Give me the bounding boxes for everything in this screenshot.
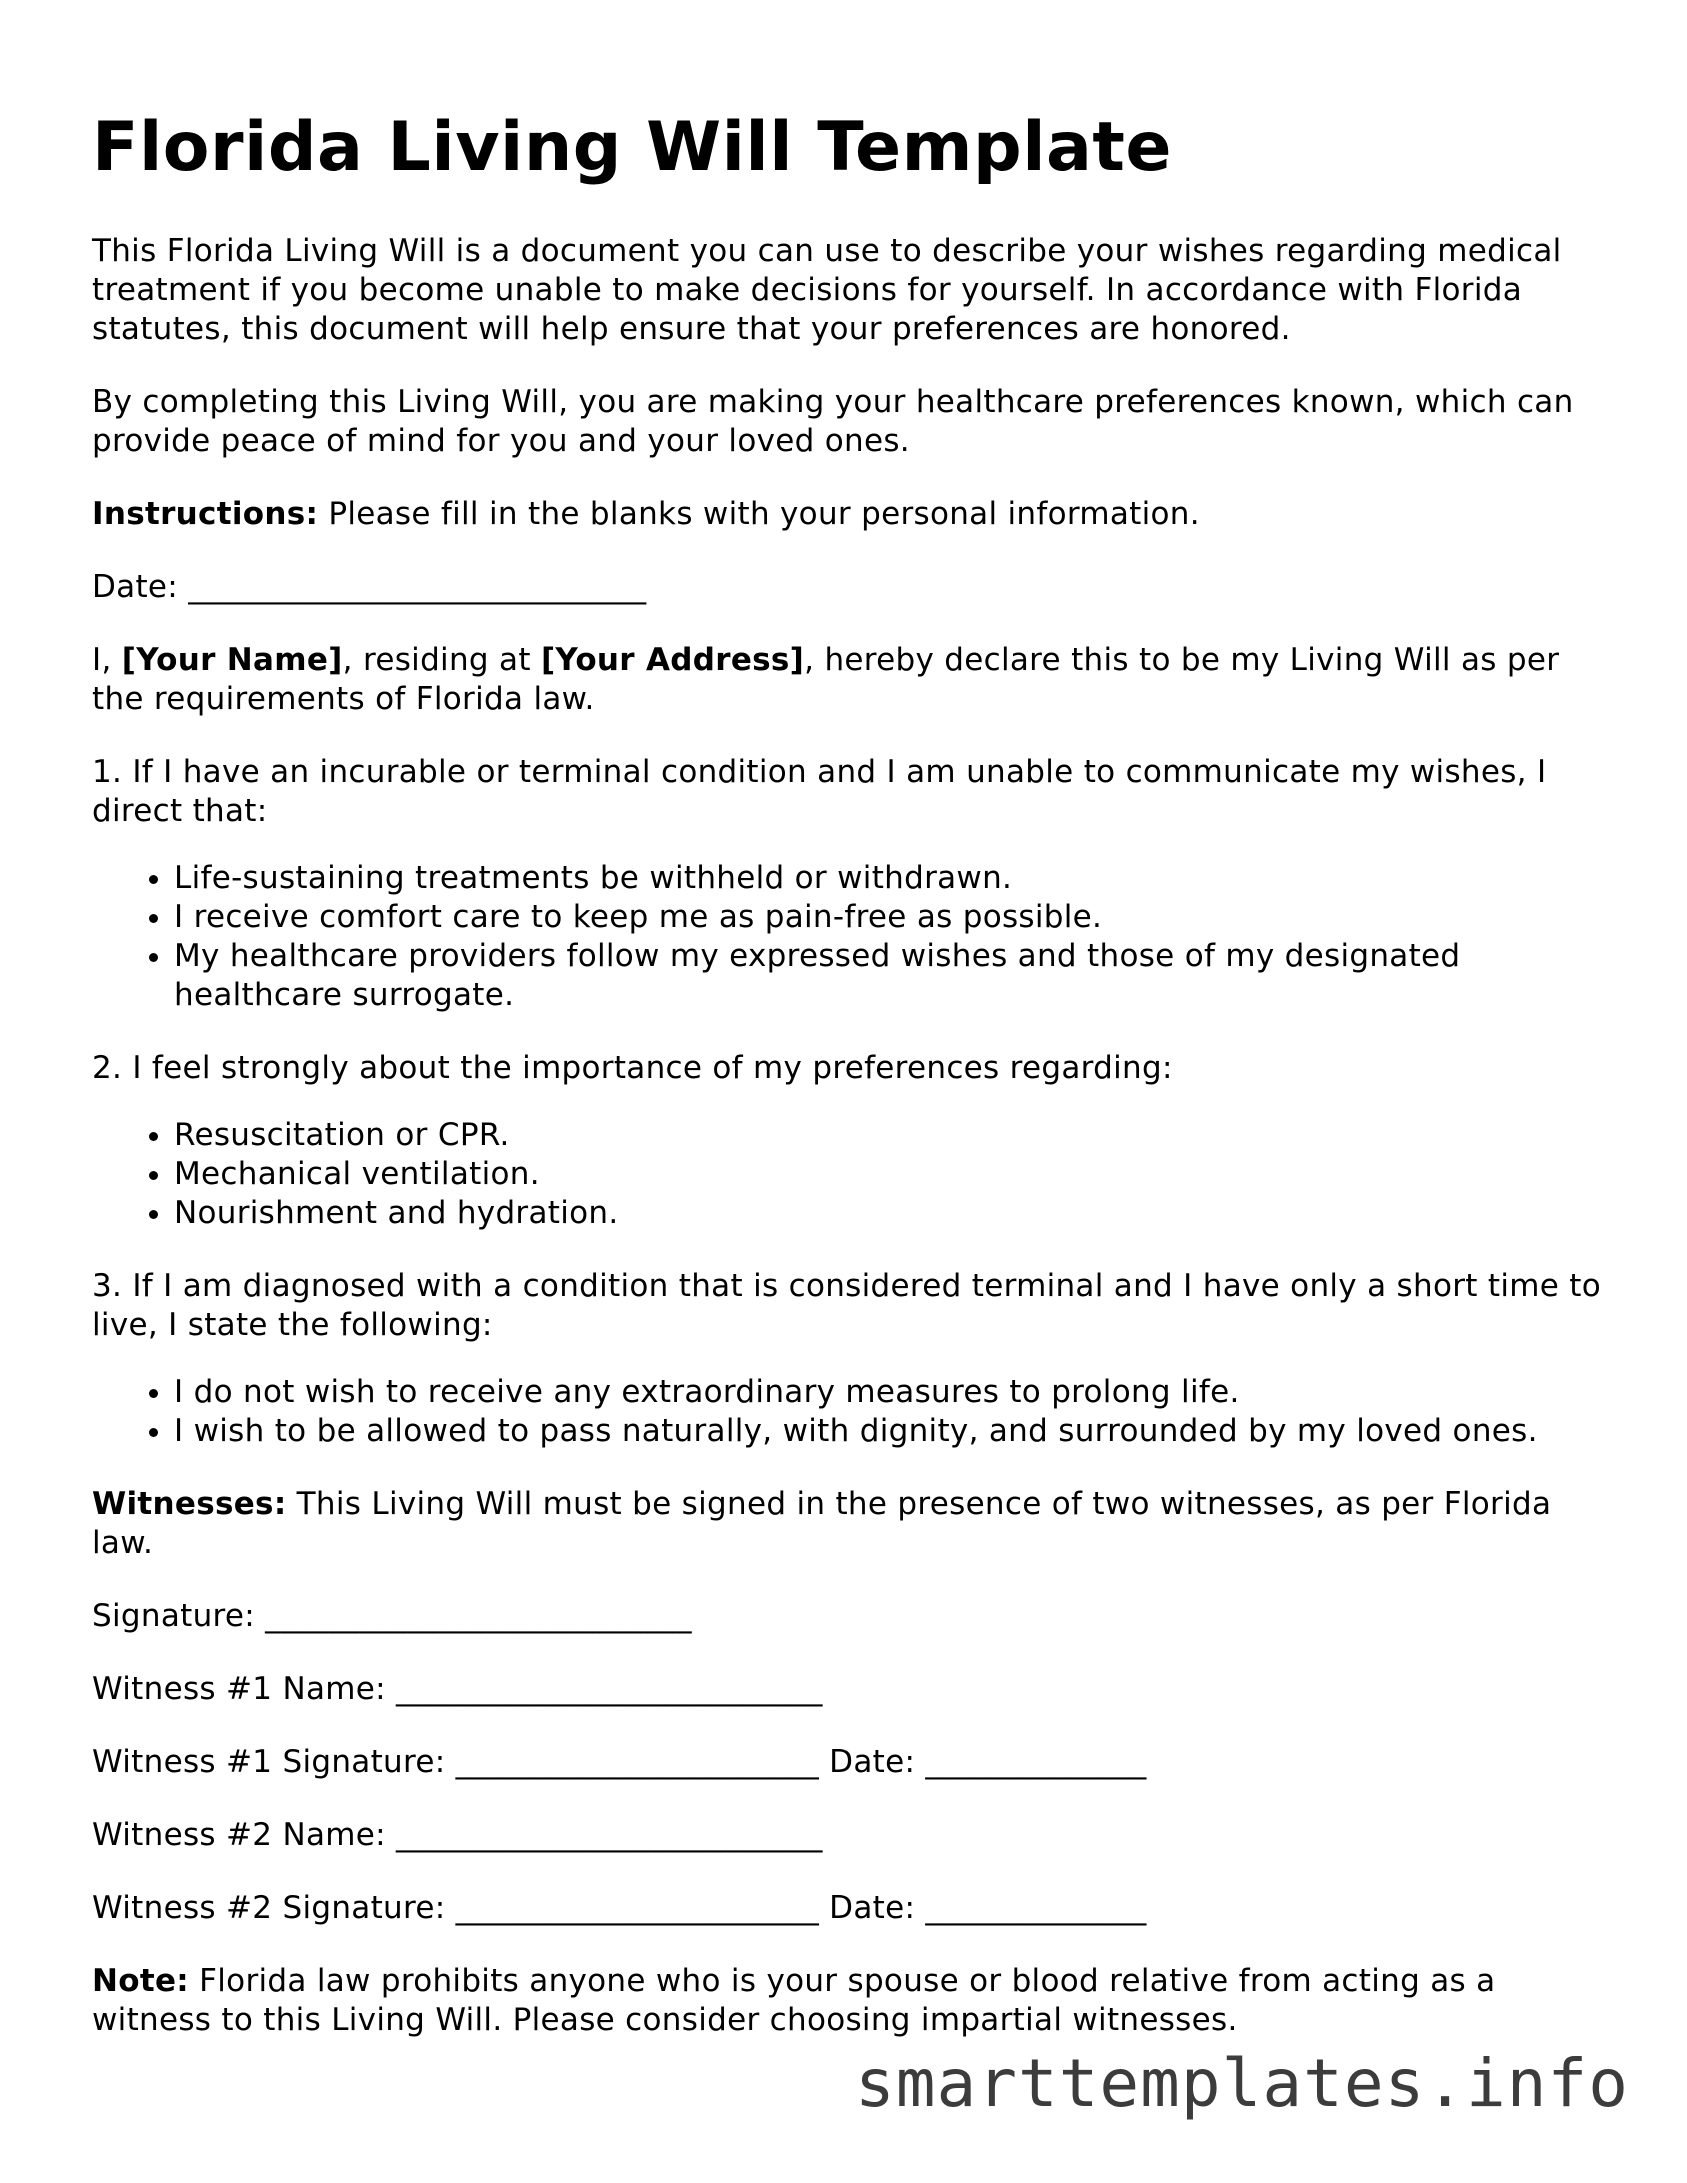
declaration-middle: , residing at [342, 642, 541, 678]
list-item: • I receive comfort care to keep me as pain-free as possible. [174, 898, 1612, 937]
document-page [92, 108, 1612, 2074]
date-field-line[interactable]: Date: _____________________________ [92, 569, 647, 605]
intro-paragraph: This Florida Living Will is a document you can use to describe your wishes regarding medical treatment if you become unable to make decisions for yourself. In accordance with Florida statutes, this document will help ensure that your preferences are honored. [92, 233, 1562, 347]
instructions-label: Instructions: [92, 496, 319, 532]
list-item: • I wish to be allowed to pass naturally, with dignity, and surrounded by my loved ones. [174, 1412, 1612, 1451]
note-text: Florida law prohibits anyone who is your spouse or blood relative from acting as a witness to this Living Will. Please consider choosing impartial witnesses. [92, 1963, 1496, 2038]
declaration-paragraph [92, 641, 1612, 719]
instructions-text: Please fill in the blanks with your personal information. [318, 496, 1200, 532]
witness-2-signature-line[interactable]: Witness #2 Signature: _______________________ Date: ______________ [92, 1890, 1147, 1926]
note-paragraph [92, 1962, 1612, 2040]
witnesses-label: Witnesses: [92, 1486, 287, 1522]
declaration-suffix: , hereby declare this to be my Living Will as per the requirements of Florida law. [92, 642, 1560, 717]
section-list [92, 859, 1612, 1015]
declaration-prefix: I, [92, 642, 122, 678]
list-item: • Life-sustaining treatments be withheld or withdrawn. [174, 859, 1612, 898]
instructions-paragraph [92, 495, 1612, 534]
page-title: Florida Living Will Template [92, 108, 1173, 187]
list-item: • Nourishment and hydration. [174, 1194, 1612, 1233]
section-heading: 1. If I have an incurable or terminal condition and I am unable to communicate my wishes, I direct that: [92, 754, 1547, 829]
section-list [92, 1116, 1612, 1233]
list-item: • Mechanical ventilation. [174, 1155, 1612, 1194]
note-label: Note: [92, 1963, 189, 1999]
witness-1-signature-line[interactable]: Witness #1 Signature: _______________________ Date: ______________ [92, 1744, 1147, 1780]
section-heading: 2. I feel strongly about the importance of my preferences regarding: [92, 1050, 1173, 1086]
witnesses-text: This Living Will must be signed in the presence of two witnesses, as per Florida law. [92, 1486, 1552, 1561]
list-item: • Resuscitation or CPR. [174, 1116, 1612, 1155]
your-address-placeholder: [Your Address] [540, 642, 805, 678]
your-name-placeholder: [Your Name] [121, 642, 343, 678]
list-item: • My healthcare providers follow my expressed wishes and those of my designated healthcare surrogate. [174, 937, 1612, 1015]
list-item: • I do not wish to receive any extraordinary measures to prolong life. [174, 1373, 1612, 1412]
witnesses-paragraph [92, 1485, 1612, 1563]
section-list [92, 1373, 1612, 1451]
signature-line[interactable]: Signature: ___________________________ [92, 1598, 692, 1634]
watermark: smarttemplates.info [855, 2045, 1629, 2122]
witness-2-name-line[interactable]: Witness #2 Name: ___________________________ [92, 1817, 823, 1853]
witness-1-name-line[interactable]: Witness #1 Name: ___________________________ [92, 1671, 823, 1707]
intro-paragraph: By completing this Living Will, you are making your healthcare preferences known, which can provide peace of mind for you and your loved ones. [92, 384, 1574, 459]
section-heading: 3. If I am diagnosed with a condition that is considered terminal and I have only a short time to live, I state the following: [92, 1268, 1601, 1343]
